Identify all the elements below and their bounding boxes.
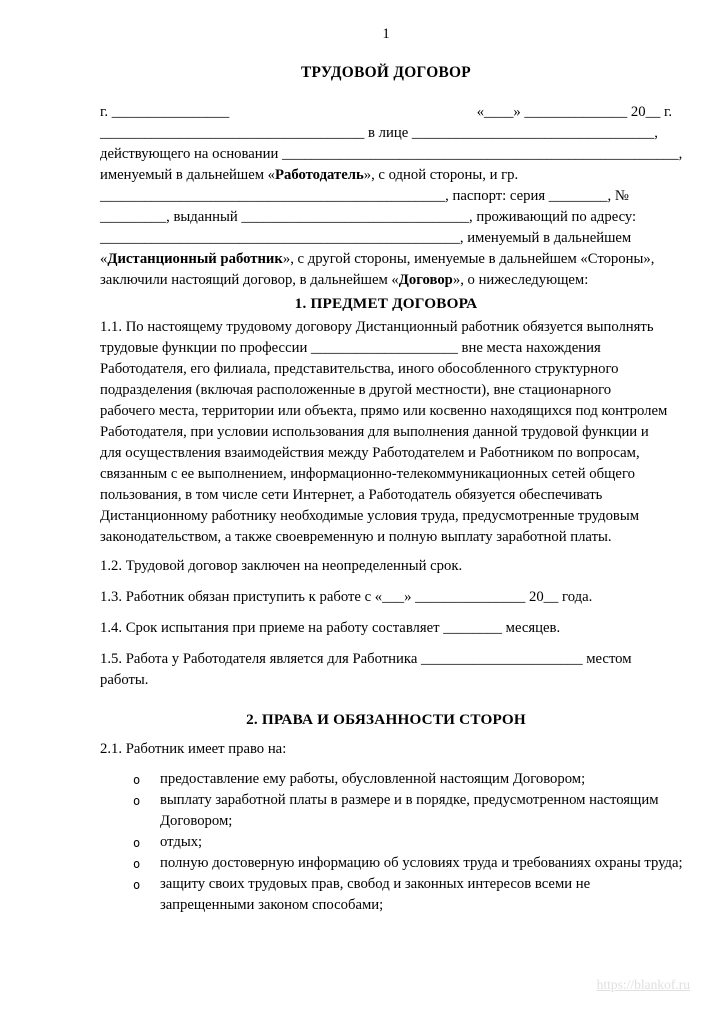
list-item-text: выплату заработной платы в размере и в порядке, предусмотренном настоящим: [160, 792, 659, 808]
clause-1-4-text: 1.4. Срок испытания при приеме на работу составляет ________ месяцев.: [100, 620, 561, 636]
parties-line: _________________________________________________, именуемый в дальнейшем: [100, 230, 632, 246]
list-item-text: отдых;: [160, 834, 203, 850]
bullet-marker: o: [133, 857, 141, 871]
clause-1-1-line: Работодателя, при условии использования для выполнения данной трудовой функции и: [100, 424, 649, 440]
parties-line: [100, 270, 672, 291]
clause-1-1-line: рабочего места, территории или объекта, прямо или косвенно находящихся под контролем: [100, 403, 668, 419]
clause-2-1-text: 2.1. Работник имеет право на:: [100, 741, 287, 757]
clause-1-2: [100, 556, 672, 577]
parties-line: действующего на основании ______________________________________________________,: [100, 146, 683, 162]
page-number: 1: [382, 26, 390, 42]
clause-1-1-line: 1.1. По настоящему трудовому договору Дистанционный работник обязуется выполнять: [100, 319, 654, 335]
list-item-text: полную достоверную информацию об условиях труда и требованиях охраны труда;: [160, 855, 683, 871]
text-segment: », о нижеследующем:: [452, 272, 589, 288]
clause-1-1-line: законодательством, а также своевременную и полную выплату заработной платы.: [100, 529, 612, 545]
document-title: ТРУДОВОЙ ДОГОВОР: [300, 64, 471, 81]
clause-1-3: [100, 587, 672, 608]
bullet-marker: o: [133, 794, 141, 808]
text-segment: именуемый в дальнейшем «: [100, 167, 276, 183]
contract-term: Договор: [398, 272, 453, 288]
parties-line: _________, выданный _______________________________, проживающий по адресу:: [100, 209, 637, 225]
parties-paragraph: [100, 123, 683, 291]
bullet-marker: o: [133, 773, 141, 787]
employer-term: Работодатель: [275, 167, 364, 183]
clause-1-1-line: пользования, в том числе сети Интернет, а Работодатель обязуется обеспечивать: [100, 487, 603, 503]
clause-1-3-text: 1.3. Работник обязан приступить к работе с «___» _______________ 20__ года.: [100, 589, 593, 605]
list-item-text: Договором;: [160, 813, 233, 829]
employee-rights-list: [100, 769, 683, 916]
section2-heading: 2. ПРАВА И ОБЯЗАННОСТИ СТОРОН: [246, 711, 526, 728]
list-item: [100, 853, 683, 874]
clause-1-5-line: работы.: [100, 672, 149, 688]
list-item-text: защиту своих трудовых прав, свобод и законных интересов всеми не: [160, 876, 591, 892]
text-segment: «: [100, 251, 108, 267]
parties-line: ____________________________________ в лице _________________________________,: [100, 125, 658, 141]
list-item: [100, 874, 672, 916]
clause-1-1-line: связанным с ее выполнением, информационно-телекоммуникационных сетей общего: [100, 466, 635, 482]
clause-1-1-line: Работодателя, его филиала, представительства, иного обособленного структурного: [100, 361, 619, 377]
clause-1-5-line: 1.5. Работа у Работодателя является для Работника ______________________ местом: [100, 651, 632, 667]
section1-heading: 1. ПРЕДМЕТ ДОГОВОРА: [294, 295, 478, 312]
list-item-text: запрещенными законом способами;: [160, 897, 384, 913]
date-blank-field: «____» ______________ 20__ г.: [476, 104, 672, 120]
parties-line: [100, 165, 672, 186]
watermark-link[interactable]: https://blankof.ru: [596, 977, 690, 992]
remote-worker-term: Дистанционный работник: [107, 251, 283, 267]
bullet-marker: o: [133, 878, 141, 892]
list-item-text: предоставление ему работы, обусловленной настоящим Договором;: [160, 771, 586, 787]
clause-1-2-text: 1.2. Трудовой договор заключен на неопределенный срок.: [100, 558, 463, 574]
parties-line: _______________________________________________, паспорт: серия ________, №: [100, 188, 629, 204]
text-segment: заключили настоящий договор, в дальнейшем «: [100, 272, 399, 288]
clause-1-1-line: для осуществления взаимодействия между Работодателем и Работником по вопросам,: [100, 445, 640, 461]
clause-1-1-line: трудовые функции по профессии ____________________ вне места нахождения: [100, 340, 601, 356]
list-item: [100, 832, 672, 853]
clause-1-1-line: подразделения (включая расположенные в другой местности), вне стационарного: [100, 382, 612, 398]
text-segment: », с одной стороны, и гр.: [363, 167, 519, 183]
text-segment: », с другой стороны, именуемые в дальнейшем «Стороны»,: [282, 251, 655, 267]
clause-1-1-line: Дистанционному работнику необходимые условия труда, предусмотренные трудовым: [100, 508, 640, 524]
city-date-row: [100, 102, 672, 123]
list-item: [100, 790, 672, 832]
clause-2-1: [100, 739, 672, 760]
clause-1-4: [100, 618, 672, 639]
bullet-marker: o: [133, 836, 141, 850]
clause-1-1: [100, 317, 672, 548]
clause-1-5: [100, 649, 672, 691]
parties-line: [100, 249, 672, 270]
list-item: [100, 769, 672, 790]
city-blank-field: г. ________________: [100, 104, 230, 120]
